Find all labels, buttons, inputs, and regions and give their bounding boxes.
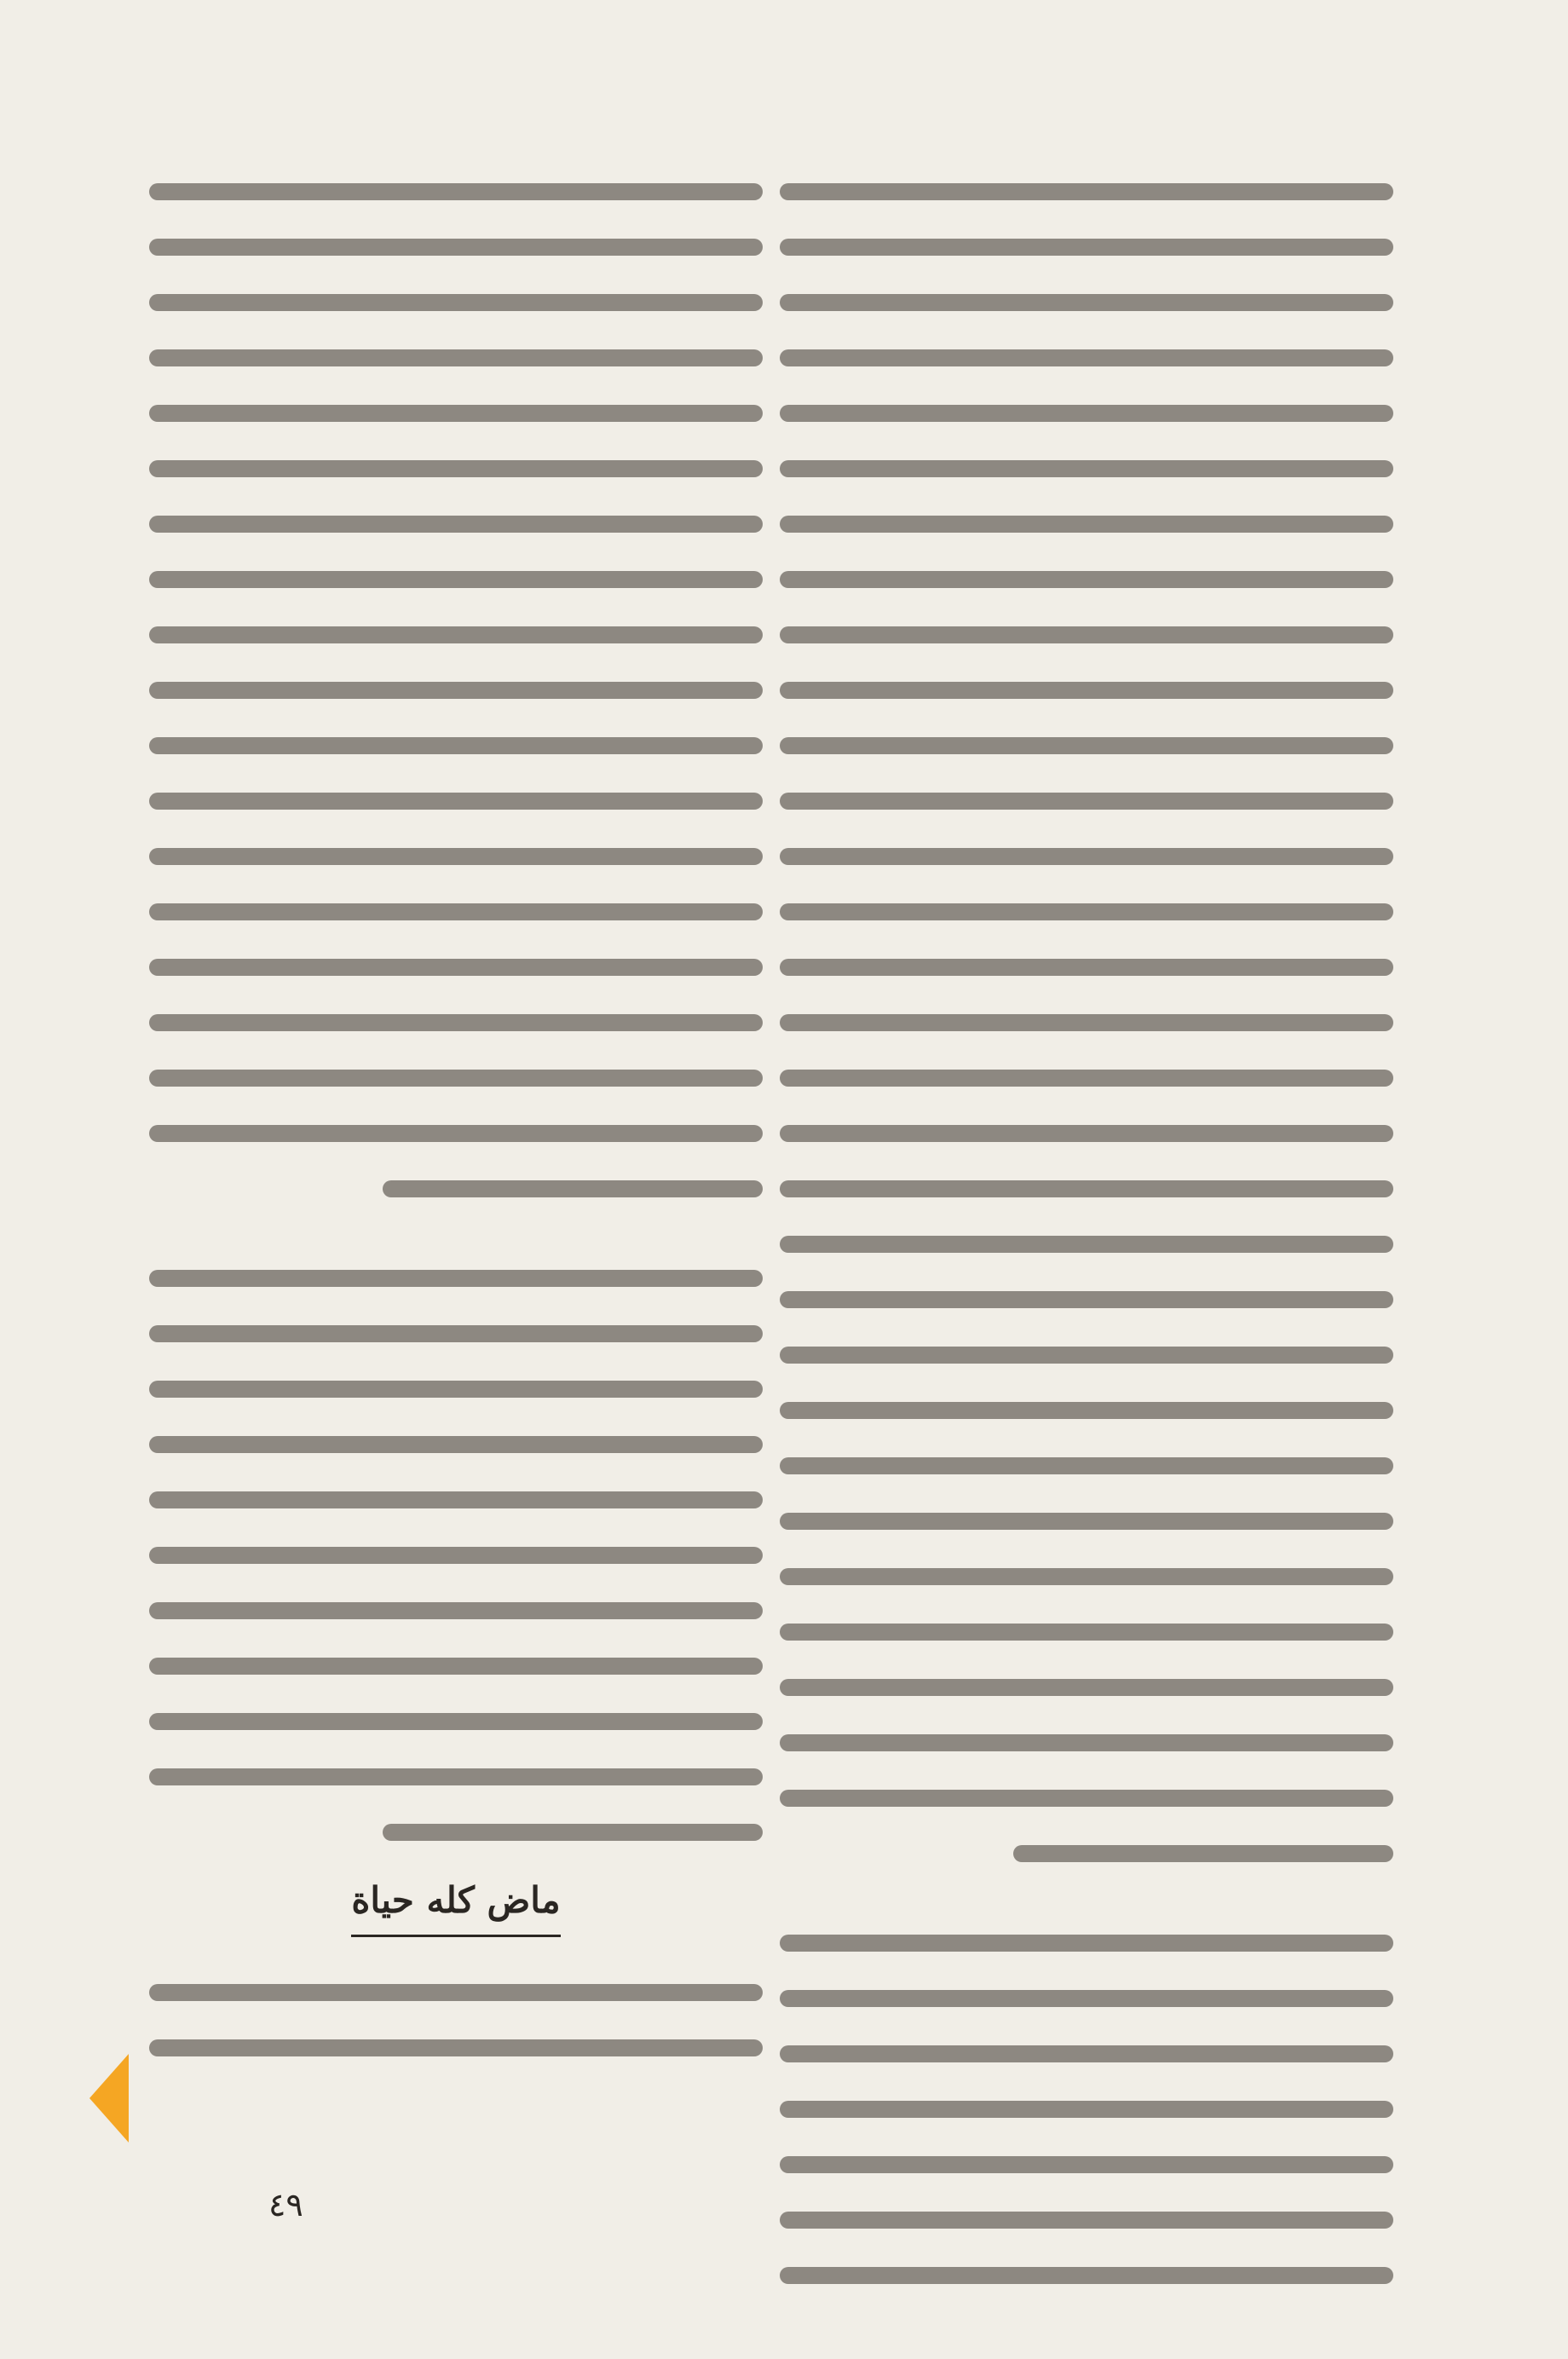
text-line xyxy=(149,1270,763,1287)
text-line xyxy=(780,1457,1393,1474)
text-line xyxy=(149,737,763,754)
text-line xyxy=(149,294,763,311)
text-line xyxy=(780,294,1393,311)
text-line xyxy=(780,183,1393,200)
text-line xyxy=(149,1547,763,1564)
text-line xyxy=(780,516,1393,533)
text-line xyxy=(149,903,763,920)
text-line xyxy=(780,1734,1393,1751)
text-line xyxy=(149,1658,763,1675)
text-line xyxy=(780,1291,1393,1308)
text-line xyxy=(780,1679,1393,1696)
text-line xyxy=(780,2212,1393,2229)
text-line xyxy=(780,2045,1393,2062)
text-line xyxy=(780,239,1393,256)
text-line xyxy=(149,626,763,643)
text-line xyxy=(780,737,1393,754)
text-line xyxy=(780,2101,1393,2118)
text-line xyxy=(780,1236,1393,1253)
text-line xyxy=(780,1180,1393,1197)
text-line xyxy=(780,682,1393,699)
text-line xyxy=(149,1436,763,1453)
text-line xyxy=(780,793,1393,810)
right-text-column xyxy=(780,183,1393,2322)
text-line xyxy=(780,1990,1393,2007)
text-line xyxy=(383,1824,763,1841)
text-line xyxy=(149,1125,763,1142)
text-line xyxy=(780,1070,1393,1087)
text-line xyxy=(780,460,1393,477)
text-line xyxy=(149,1381,763,1398)
text-line xyxy=(149,1491,763,1508)
text-line xyxy=(149,1602,763,1619)
text-line xyxy=(149,793,763,810)
section-heading: ماض كله حياة xyxy=(351,1879,560,1937)
text-line xyxy=(780,2156,1393,2173)
text-line xyxy=(149,405,763,422)
text-line xyxy=(149,1325,763,1342)
text-line xyxy=(149,1984,763,2001)
text-line xyxy=(780,2267,1393,2284)
text-line xyxy=(149,516,763,533)
text-line xyxy=(149,1768,763,1785)
text-line xyxy=(780,1347,1393,1364)
text-line xyxy=(1013,1845,1393,1862)
text-line xyxy=(780,848,1393,865)
text-line xyxy=(149,959,763,976)
text-line xyxy=(780,571,1393,588)
text-line xyxy=(383,1180,763,1197)
orange-triangle-marker xyxy=(89,2054,129,2143)
text-line xyxy=(780,1513,1393,1530)
text-line xyxy=(780,405,1393,422)
text-line xyxy=(149,848,763,865)
text-line xyxy=(780,1935,1393,1952)
text-line xyxy=(780,903,1393,920)
text-line xyxy=(780,1568,1393,1585)
text-line xyxy=(149,571,763,588)
text-line xyxy=(149,1070,763,1087)
text-line xyxy=(780,1790,1393,1807)
text-line xyxy=(149,1014,763,1031)
left-text-column xyxy=(149,183,763,2095)
text-line xyxy=(780,1125,1393,1142)
text-line xyxy=(149,349,763,366)
text-line xyxy=(780,626,1393,643)
text-line xyxy=(149,183,763,200)
text-line xyxy=(149,460,763,477)
text-line xyxy=(149,682,763,699)
page-number: ٤٩ xyxy=(268,2186,303,2223)
text-line xyxy=(780,1624,1393,1641)
text-line xyxy=(780,1402,1393,1419)
text-line xyxy=(780,1014,1393,1031)
text-line xyxy=(780,959,1393,976)
text-line xyxy=(149,239,763,256)
text-line xyxy=(149,2039,763,2056)
text-line xyxy=(780,349,1393,366)
text-line xyxy=(149,1713,763,1730)
